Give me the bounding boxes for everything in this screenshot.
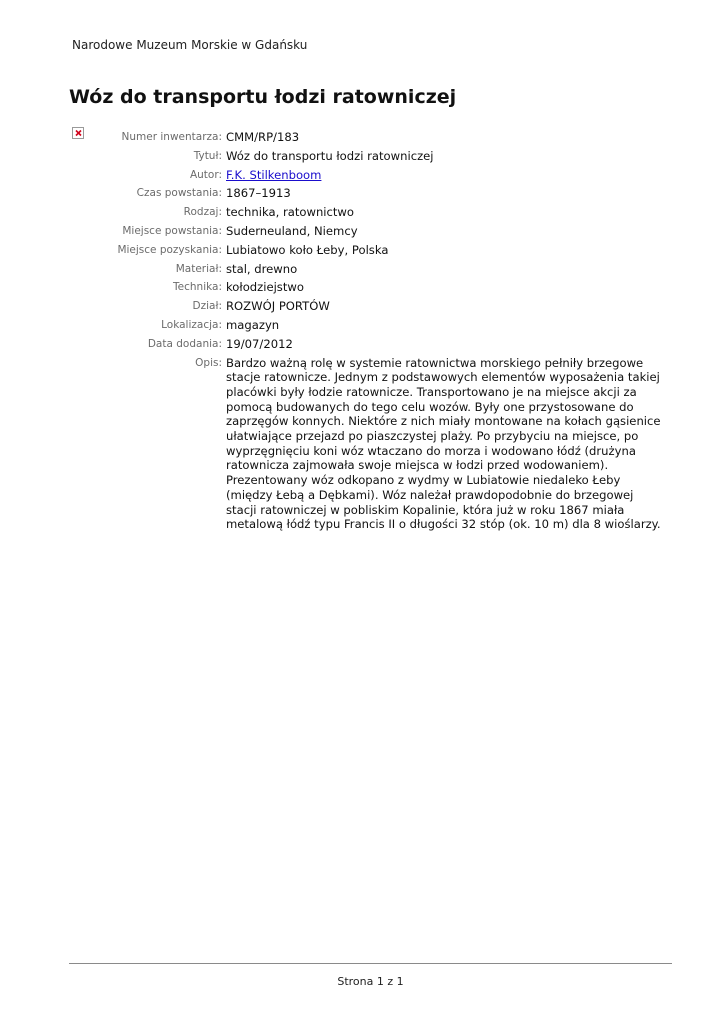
field-label: Technika: <box>173 281 222 294</box>
field-label: Rodzaj: <box>183 206 222 219</box>
field-value: 19/07/2012 <box>226 336 293 351</box>
page-title: Wóz do transportu łodzi ratowniczej <box>69 86 457 108</box>
field-value: stal, drewno <box>226 261 298 276</box>
site-name: Narodowe Muzeum Morskie w Gdańsku <box>72 38 308 52</box>
field-value: technika, ratownictwo <box>226 205 355 220</box>
field-label: Miejsce pozyskania: <box>117 243 222 256</box>
field-label: Opis: <box>195 356 222 369</box>
field-value: ROZWÓJ PORTÓW <box>226 299 330 314</box>
field-label: Dział: <box>192 300 222 313</box>
field-value: Lubiatowo koło Łeby, Polska <box>226 242 389 257</box>
field-value: Suderneuland, Niemcy <box>226 223 358 238</box>
field-label: Data dodania: <box>147 337 222 350</box>
field-row-title <box>0 147 725 166</box>
field-label: Autor: <box>189 168 222 181</box>
field-label: Materiał: <box>175 262 222 275</box>
field-value: magazyn <box>226 317 280 332</box>
field-row-place-of-origin <box>0 222 725 241</box>
field-label: Tytuł: <box>193 149 222 162</box>
description-text: Bardzo ważną rolę w systemie ratownictwa morskiego pełniły brzegowe stacje ratownicze. Jednym z podstawowych elementów wyposażenia takiej placówki były łodzie ratownicze. Transportowano je na miejsce akcji za pomocą budowanych do tego celu wozów. Były one przystosowane do zaprzęgów konnych. Niektóre z nich miały montowane na kołach gąsienice ułatwiające przejazd po piaszczystej plaży. Po przybyciu na miejsce, po wyprzęgnięciu koni wóz wtaczano do morza i wodowano łódź (drużyna ratownicza zajmowała swoje miejsca w łodzi przed wodowaniem). Prezentowany wóz odkopano z wydmy w Lubiatowie niedaleko Łeby (między Łebą a Dębkami). Wóz należał prawdopodobnie do brzegowej stacji ratowniczej w pobliskim Kopalinie, która już w roku 1867 miała metalową łódź typu Francis II o długości 32 stóp (ok. 10 m) dla 8 wioślarzy. <box>226 355 661 532</box>
field-row-material <box>0 260 725 279</box>
field-row-type <box>0 203 725 222</box>
field-label: Miejsce powstania: <box>122 224 222 237</box>
field-row-place-of-acquisition <box>0 241 725 260</box>
field-value: 1867–1913 <box>226 186 291 201</box>
field-row-department <box>0 297 725 316</box>
field-row-location <box>0 316 725 335</box>
field-value: Wóz do transportu łodzi ratowniczej <box>226 148 434 163</box>
field-row-date-created <box>0 184 725 203</box>
page-number: Strona 1 z 1 <box>337 975 404 988</box>
author-link[interactable]: F.K. Stilkenboom <box>226 167 322 182</box>
field-label: Lokalizacja: <box>161 318 222 331</box>
field-row-inventory-number <box>0 128 725 147</box>
field-row-date-added <box>0 335 725 354</box>
field-label: Czas powstania: <box>136 187 222 200</box>
field-row-technique <box>0 278 725 297</box>
field-label: Numer inwentarza: <box>121 131 222 143</box>
field-value: kołodziejstwo <box>226 280 304 295</box>
field-row-description <box>0 354 725 532</box>
footer-divider <box>69 963 672 964</box>
metadata-fields <box>0 128 725 532</box>
field-value <box>226 166 666 185</box>
field-value: CMM/RP/183 <box>226 130 300 144</box>
field-row-author <box>0 166 725 185</box>
